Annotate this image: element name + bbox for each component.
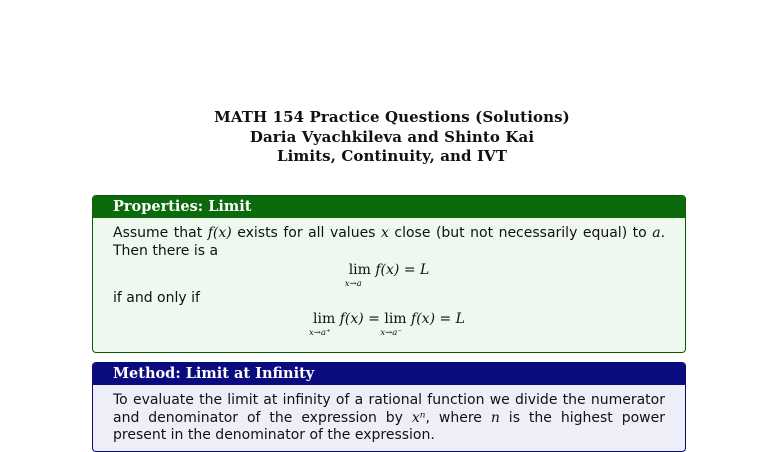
text-run: close (but not necessarily equal) to xyxy=(388,225,653,241)
math-a: a xyxy=(652,225,661,241)
lim-subscript: x→a⁺ xyxy=(309,327,331,338)
one-sided-limits-equation xyxy=(113,308,665,341)
limit-expression: f(x) = xyxy=(339,310,385,327)
lim-text: lim xyxy=(348,262,371,278)
lim-subscript: x→a xyxy=(344,279,362,289)
authors: Daria Vyachkileva and Shinto Kai xyxy=(249,127,535,146)
method-limit-infinity-title: Method: Limit at Infinity xyxy=(93,363,685,385)
lim-right-operator xyxy=(309,310,336,338)
lim-subscript: x→a⁻ xyxy=(380,327,402,338)
limit-expression: f(x) = L xyxy=(375,262,430,278)
limit-equation xyxy=(113,260,665,292)
limit-definition-paragraph xyxy=(113,225,665,260)
course-title: MATH 154 Practice Questions (Solutions) xyxy=(214,108,570,126)
math-fx: f(x) xyxy=(207,225,232,241)
properties-limit-box xyxy=(92,195,686,353)
method-limit-infinity-box xyxy=(92,362,686,452)
math-x: x xyxy=(380,225,389,241)
lim-text: lim xyxy=(384,310,407,327)
text-run: exists for all values xyxy=(231,225,381,241)
method-paragraph xyxy=(113,392,665,445)
text-run: is the highest power present in the denominator of the expression. xyxy=(113,409,665,443)
text-run: , where xyxy=(425,409,491,426)
properties-limit-title: Properties: Limit xyxy=(93,196,685,218)
text-run: . Then there is a xyxy=(113,225,666,259)
topic-title: Limits, Continuity, and IVT xyxy=(276,147,508,165)
lim-text: lim xyxy=(313,310,336,327)
document-header xyxy=(0,108,784,167)
text-run: To evaluate the limit at infinity of a rational function we divide the numerator and denominator of the expression by xyxy=(113,392,665,426)
lim-operator xyxy=(344,262,371,289)
math-n: n xyxy=(490,409,500,426)
iff-text: if and only if xyxy=(113,290,200,306)
properties-limit-body xyxy=(93,218,685,341)
limit-expression: f(x) = L xyxy=(411,310,465,327)
method-limit-infinity-body xyxy=(93,385,685,445)
text-run: Assume that xyxy=(113,225,208,241)
lim-left-operator xyxy=(380,310,407,338)
math-xn: xⁿ xyxy=(411,409,426,426)
